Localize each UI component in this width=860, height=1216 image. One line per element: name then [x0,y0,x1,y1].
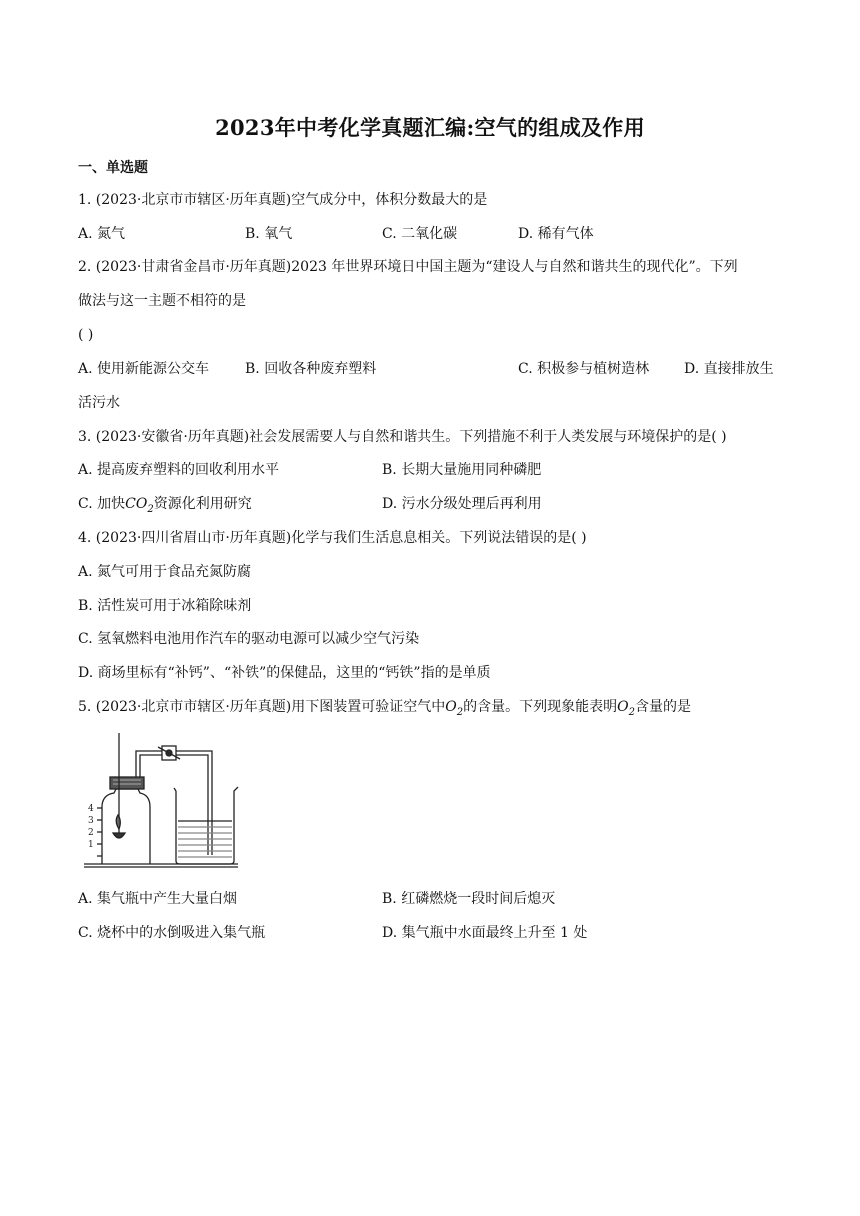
q3-option-b: B. 长期大量施用同种磷肥 [382,462,542,478]
q4-option-a: A. 氮气可用于食品充氮防腐 [78,564,252,580]
q1-option-d: D. 稀有气体 [518,226,594,242]
question-2-stem-line1: 2. (2023·甘肃省金昌市·历年真题)2023 年世界环境日中国主题为“建设人与自然和谐共生的现代化”。下列 [78,259,738,275]
q1-option-c: C. 二氧化碳 [382,226,458,242]
q2-option-d: D. 直接排放生 [684,361,774,377]
q3-option-c-tail: 资源化利用研究 [153,496,252,512]
q5-option-a: A. 集气瓶中产生大量白烟 [78,891,238,907]
question-4-stem: 4. (2023·四川省眉山市·历年真题)化学与我们生活息息相关。下列说法错误的是( ) [78,530,587,546]
o2-formula-2: $O_2$ [617,699,635,718]
question-2-stem-line2: 做法与这一主题不相符的是 [78,293,246,309]
question-1-stem: 1. (2023·北京市市辖区·历年真题)空气成分中，体积分数最大的是 [78,192,488,208]
o2-formula: $O_2$ [445,699,464,718]
apparatus-diagram [80,733,240,871]
question-2-answer-paren: ( ) [78,327,94,343]
page-title: 2023年中考化学真题汇编:空气的组成及作用 [215,115,645,140]
q3-option-c-label: C. 加快 [78,496,126,512]
q4-option-b: B. 活性炭可用于冰箱除味剂 [78,598,252,614]
q2-option-c: C. 积极参与植树造林 [518,361,650,377]
q5-option-d: D. 集气瓶中水面最终上升至 1 处 [382,925,588,941]
q2-option-d-wrap: 活污水 [78,395,120,411]
q5-option-c: C. 烧杯中的水倒吸进入集气瓶 [78,925,266,941]
scale-label-2: 2 [88,828,94,838]
scale-label-4: 4 [88,804,94,814]
co2-formula: $CO_2$ [125,496,154,515]
q4-option-c: C. 氢氧燃料电池用作汽车的驱动电源可以减少空气污染 [78,631,420,647]
q1-option-a: A. 氮气 [78,226,126,242]
question-3-stem: 3. (2023·安徽省·历年真题)社会发展需要人与自然和谐共生。下列措施不利于人类发展与环境保护的是( ) [78,429,727,445]
question-5-stem: 5. (2023·北京市市辖区·历年真题)用下图装置可验证空气中$O_2$的含量。下列现象能表明$O_2$含量的是 [78,699,691,718]
q3-option-a: A. 提高废弃塑料的回收利用水平 [78,462,280,478]
scale-label-1: 1 [88,840,94,850]
q2-option-b: B. 回收各种废弃塑料 [245,361,377,377]
q3-option-d: D. 污水分级处理后再利用 [382,496,542,512]
q4-option-d: D. 商场里标有“补钙”、“补铁”的保健品，这里的“钙铁”指的是单质 [78,665,491,681]
q2-option-a: A. 使用新能源公交车 [78,361,210,377]
section-heading: 一、单选题 [78,160,148,176]
q5-option-b: B. 红磷燃烧一段时间后熄灭 [382,891,556,907]
scale-label-3: 3 [88,816,94,826]
q1-option-b: B. 氧气 [245,226,293,242]
q3-option-c [78,494,252,520]
